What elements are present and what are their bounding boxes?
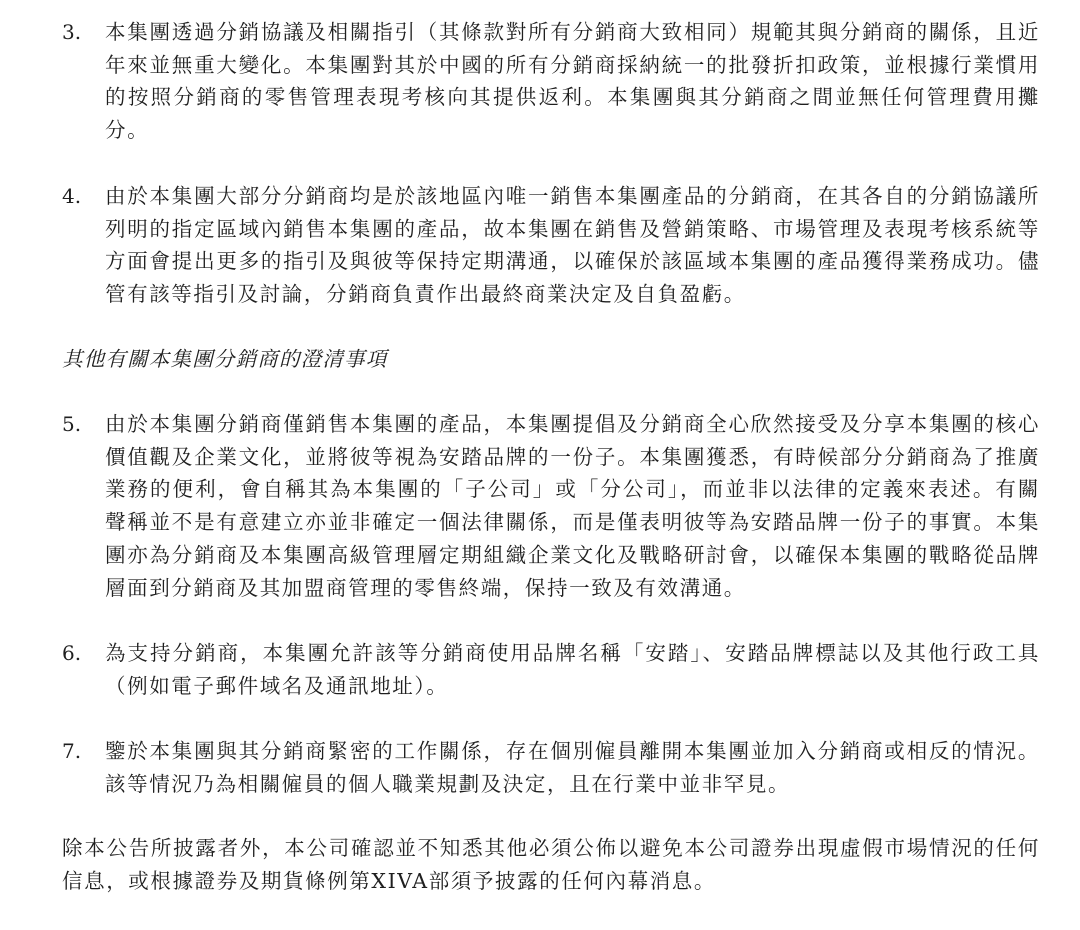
item-text: 由於本集團大部分分銷商均是於該地區內唯一銷售本集團產品的分銷商，在其各自的分銷協議所列明的指定區域內銷售本集團的產品，故本集團在銷售及營銷策略、市場管理及表現考核系統等方面會提出更多的指引及與彼等保持定期溝通，以確保於該區域本集團的產品獲得業務成功。儘管有該等指引及討論，分銷商負責作出最終商業決定及自負盈虧。 [105,184,1040,307]
item-text: 為支持分銷商，本集團允許該等分銷商使用品牌名稱「安踏」、安踏品牌標誌以及其他行政工具（例如電子郵件域名及通訊地址）。 [105,641,1040,698]
item-text: 由於本集團分銷商僅銷售本集團的產品，本集團提倡及分銷商全心欣然接受及分享本集團的核心價值觀及企業文化，並將彼等視為安踏品牌的一份子。本集團獲悉，有時候部分分銷商為了推廣業務的便利，會自稱其為本集團的「子公司」或「分公司」，而並非以法律的定義來表述。有關聲稱並不是有意建立亦並非確定一個法律關係，而是僅表明彼等為安踏品牌一份子的事實。本集團亦為分銷商及本集團高級管理層定期組織企業文化及戰略研討會，以確保本集團的戰略從品牌層面到分銷商及其加盟商管理的零售終端，保持一致及有效溝通。 [105,412,1040,600]
item-number: 6. [62,641,82,665]
list-item-5 [62,408,1042,604]
list-item-4 [62,180,1042,311]
closing-paragraph: 除本公告所披露者外，本公司確認並不知悉其他必須公佈以避免本公司證券出現虛假市場情況的任何信息，或根據證券及期貨條例第XIVA部須予披露的任何內幕消息。 [62,836,1040,893]
item-text: 本集團透過分銷協議及相關指引（其條款對所有分銷商大致相同）規範其與分銷商的關係，且近年來並無重大變化。本集團對其於中國的所有分銷商採納統一的批發折扣政策，並根據行業慣用的按照分銷商的零售管理表現考核向其提供返利。本集團與其分銷商之間並無任何管理費用攤分。 [105,20,1040,143]
list-item-6 [62,637,1042,702]
item-number: 3. [62,20,82,44]
item-number: 7. [62,739,82,763]
list-item-7 [62,735,1042,800]
section-heading: 其他有關本集團分銷商的澄清事項 [62,347,388,371]
item-text: 鑒於本集團與其分銷商緊密的工作關係，存在個別僱員離開本集團並加入分銷商或相反的情況。該等情況乃為相關僱員的個人職業規劃及決定，且在行業中並非罕見。 [105,739,1040,796]
list-item-3 [62,16,1042,147]
item-number: 4. [62,184,82,208]
item-number: 5. [62,412,82,436]
